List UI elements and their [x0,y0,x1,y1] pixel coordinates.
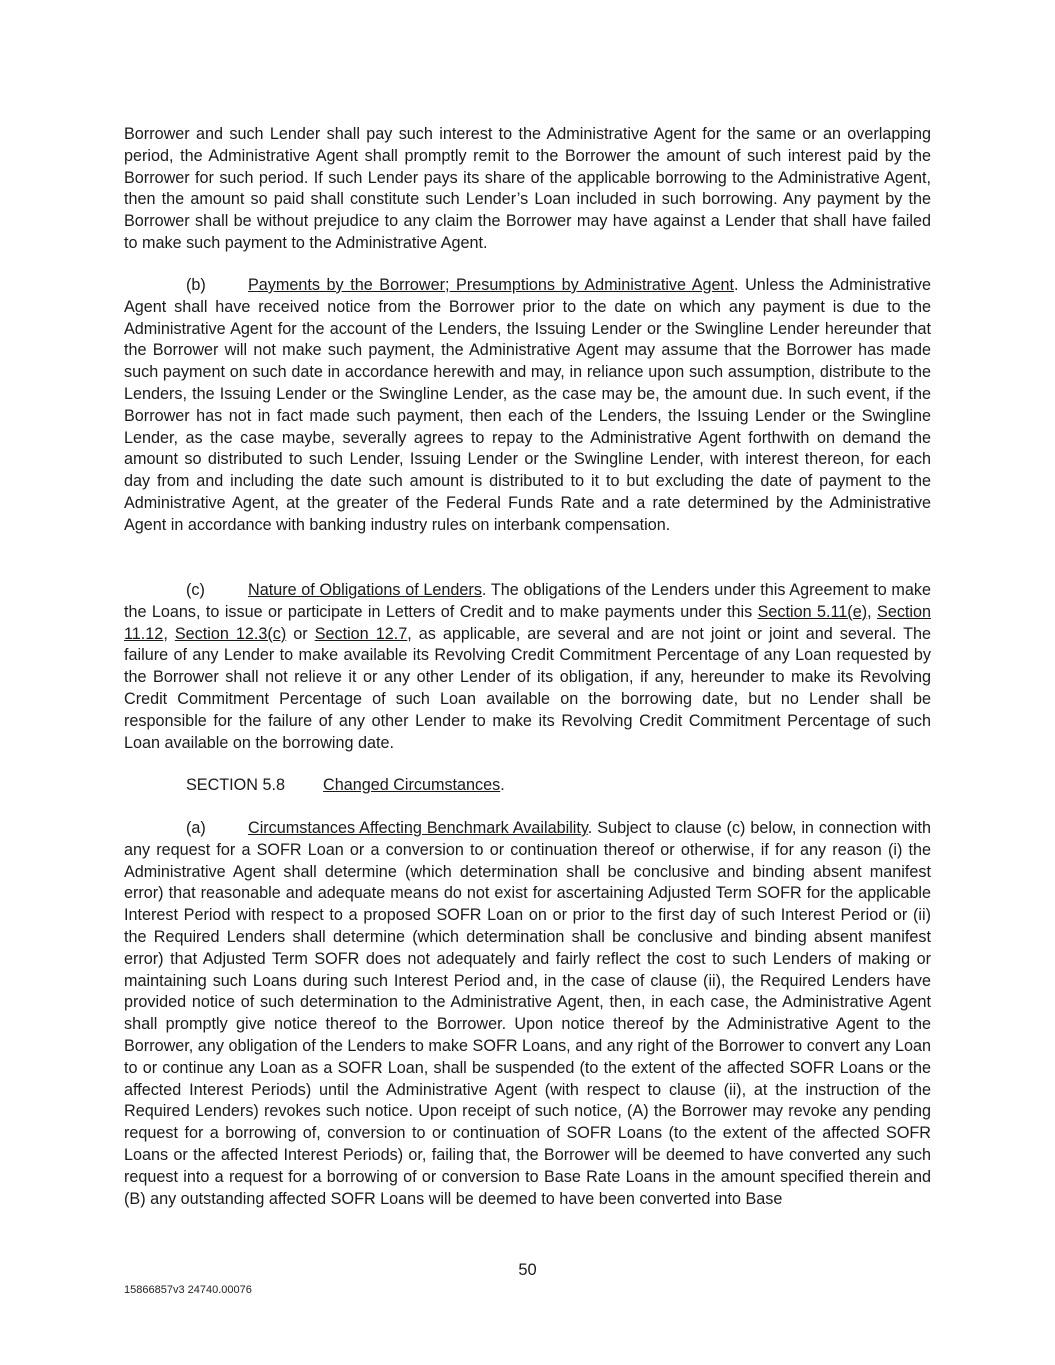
paragraph-a-heading: Circumstances Affecting Benchmark Availability [248,819,588,837]
paragraph-a-label: (a) [186,819,206,837]
section-ref-12-7: Section 12.7 [314,624,408,643]
paragraph-a-continuation [124,124,931,255]
paragraph-a-continuation-text: Borrower and such Lender shall pay such interest to the Administrative Agent for the same or an overlapping period, the Administrative Agent shall promptly remit to the Borrower the amount of such interest paid by the Borrower for such period. If such Lender pays its share of the applicable borrowing to the Administrative Agent, then the amount so paid shall constitute such Lender’s Loan included in such borrowing. Any payment by the Borrower shall be without prejudice to any claim the Borrower may have against a Lender that shall have failed to make such payment to the Administrative Agent. [124,125,931,252]
section-5-8-title-end: . [500,776,505,794]
section-ref-11-12: Section 11.12 [124,602,932,643]
page-number: 50 [518,1261,537,1279]
paragraph-c-heading-end: . [481,581,487,599]
paragraph-a-benchmark [124,818,931,1210]
section-ref-5-11-e: Section 5.11(e) [757,602,868,621]
section-5-8-label: SECTION 5.8 [186,776,285,794]
paragraph-b [124,275,931,537]
separator: , [867,602,878,621]
section-ref-12-3-c: Section 12.3(c) [174,624,287,643]
paragraph-a-body: Subject to clause (c) below, in connection with any request for a SOFR Loan or a conversion to or continuation thereof or otherwise, if for any reason (i) the Administrative Agent shall determine (which determination shall be conclusive and binding absent manifest error) that reasonable and adequate means do not exist for ascertaining Adjusted Term SOFR for the applicable Interest Period with respect to a proposed SOFR Loan on or prior to the first day of such Interest Period or (ii) the Required Lenders shall determine (which determination shall be conclusive and binding absent manifest error) that Adjusted Term SOFR does not adequately and fairly reflect the cost to such Lenders of making or maintaining such Loans during such Interest Period and, in the case of clause (ii), the Required Lenders have provided notice of such determination to the Administrative Agent, then, in each case, the Administrative Agent shall promptly give notice thereof to the Borrower. Upon notice thereof by the Administrative Agent to the Borrower, any obligation of the Lenders to make SOFR Loans, and any right of the Borrower to convert any Loan to or continue any Loan as a SOFR Loan, shall be suspended (to the extent of the affected SOFR Loans or the affected Interest Periods) until the Administrative Agent (with respect to clause (ii), at the instruction of the Required Lenders) revokes such notice. Upon receipt of such notice, (A) the Borrower may revoke any pending request for a borrowing of, conversion to or continuation of SOFR Loans (to the extent of the affected SOFR Loans or the affected Interest Periods) or, failing that, the Borrower will be deemed to have converted any such request into a request for a borrowing of or conversion to Base Rate Loans in the amount specified therein and (B) any outstanding affected SOFR Loans will be deemed to have been converted into Base [124,819,931,1208]
paragraph-a-heading-end: . [587,819,593,837]
paragraph-c [124,580,931,754]
separator: or [286,624,315,643]
section-5-8-title: Changed Circumstances [323,776,501,794]
paragraph-b-label: (b) [186,276,206,294]
document-id: 15866857v3 24740.00076 [124,1284,252,1296]
separator: , [163,624,175,643]
paragraph-c-label: (c) [186,581,205,599]
paragraph-c-heading: Nature of Obligations of Lenders [248,581,482,599]
paragraph-b-body: Unless the Administrative Agent shall have received notice from the Borrower prior to the date on which any payment is due to the Administrative Agent for the account of the Lenders, the Issuing Lender or the Swingline Lender hereunder that the Borrower will not make such payment, the Administrative Agent may assume that the Borrower has made such payment on such date in accordance herewith and may, in reliance upon such assumption, distribute to the Lenders, the Issuing Lender or the Swingline Lender, as the case may be, the amount due. In such event, if the Borrower has not in fact made such payment, then each of the Lenders, the Issuing Lender or the Swingline Lender, as the case maybe, severally agrees to repay to the Administrative Agent forthwith on demand the amount so distributed to such Lender, Issuing Lender or the Swingline Lender, with interest thereon, for each day from and including the date such amount is distributed to it to but excluding the date of payment to the Administrative Agent, at the greater of the Federal Funds Rate and a rate determined by the Administrative Agent in accordance with banking industry rules on interbank compensation. [124,276,931,534]
paragraph-b-heading-end: . [734,276,739,294]
paragraph-b-heading: Payments by the Borrower; Presumptions by Administrative Agent [248,276,735,294]
paragraph-c-body-2: , as applicable, are several and are not joint or joint and several. The failure of any Lender to make available its Revolving Credit Commitment Percentage of any Loan requested by the Borrower shall not relieve it or any other Lender of its obligation, if any, hereunder to make its Revolving Credit Commitment Percentage of such Loan available on the borrowing date, but no Lender shall be responsible for the failure of any other Lender to make its Revolving Credit Commitment Percentage of such Loan available on the borrowing date. [124,624,932,752]
section-5-8-heading [124,775,931,797]
paragraph-c-body-1: The obligations of the Lenders under this Agreement to make the Loans, to issue or participate in Letters of Credit and to make payments under this [124,581,932,621]
